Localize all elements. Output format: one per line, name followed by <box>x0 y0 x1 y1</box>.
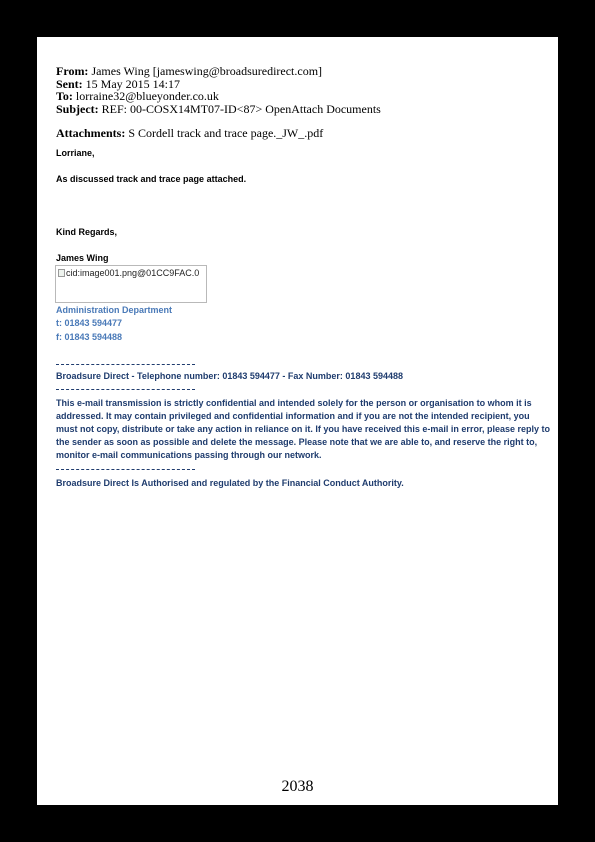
footer-divider-middle <box>56 389 195 390</box>
message-text: As discussed track and trace page attached. <box>56 174 247 184</box>
to-value: lorraine32@blueyonder.co.uk <box>75 89 219 103</box>
sent-label: Sent: <box>56 76 83 91</box>
attachments-label: Attachments: <box>56 126 126 140</box>
image-alt-text: cid:image001.png@01CC9FAC.0 <box>66 268 200 278</box>
from-label: From: <box>56 64 89 78</box>
broken-image-icon <box>58 269 65 277</box>
signature-telephone: t: 01843 594477 <box>56 318 123 328</box>
subject-label: Subject: <box>56 101 99 116</box>
regulation-statement: Broadsure Direct Is Authorised and regulated by the Financial Conduct Authority. <box>56 478 404 488</box>
attachments-row <box>56 127 546 140</box>
signature-department: Administration Department <box>56 305 173 315</box>
page-number: 2038 <box>281 778 314 795</box>
footer-divider-bottom <box>56 469 195 470</box>
confidentiality-disclaimer: This e-mail transmission is strictly confidential and intended solely for the person or organisation to whom it is addressed. It may contain privileged and confidential information and if you are not the intended recipient, you must not copy, distribute or take any action in reliance on it. If you have received this e-mail in error, please reply to the sender as soon as possible and delete the message. Please note that we are able to, and reserve the right to, monitor e-mail communications passing through our network. <box>56 398 550 460</box>
subject-row <box>56 103 546 116</box>
sent-value: 15 May 2015 14:17 <box>85 76 181 91</box>
attachments-value: S Cordell track and trace page._JW_.pdf <box>128 126 324 140</box>
greeting: Lorriane, <box>56 148 95 158</box>
footer-divider-top <box>56 364 195 365</box>
email-header <box>56 65 546 140</box>
sender-name: James Wing <box>56 253 109 263</box>
signature-fax: f: 01843 594488 <box>56 332 123 342</box>
subject-value: REF: 00-COSX14MT07-ID<87> OpenAttach Documents <box>101 101 381 116</box>
footer-contact-line: Broadsure Direct - Telephone number: 01843 594477 - Fax Number: 01843 594488 <box>56 371 403 381</box>
image-placeholder <box>55 265 207 303</box>
document-page <box>37 37 558 805</box>
to-label: To: <box>56 89 73 103</box>
from-value: James Wing [jameswing@broadsuredirect.com] <box>91 64 323 78</box>
closing: Kind Regards, <box>56 227 118 237</box>
